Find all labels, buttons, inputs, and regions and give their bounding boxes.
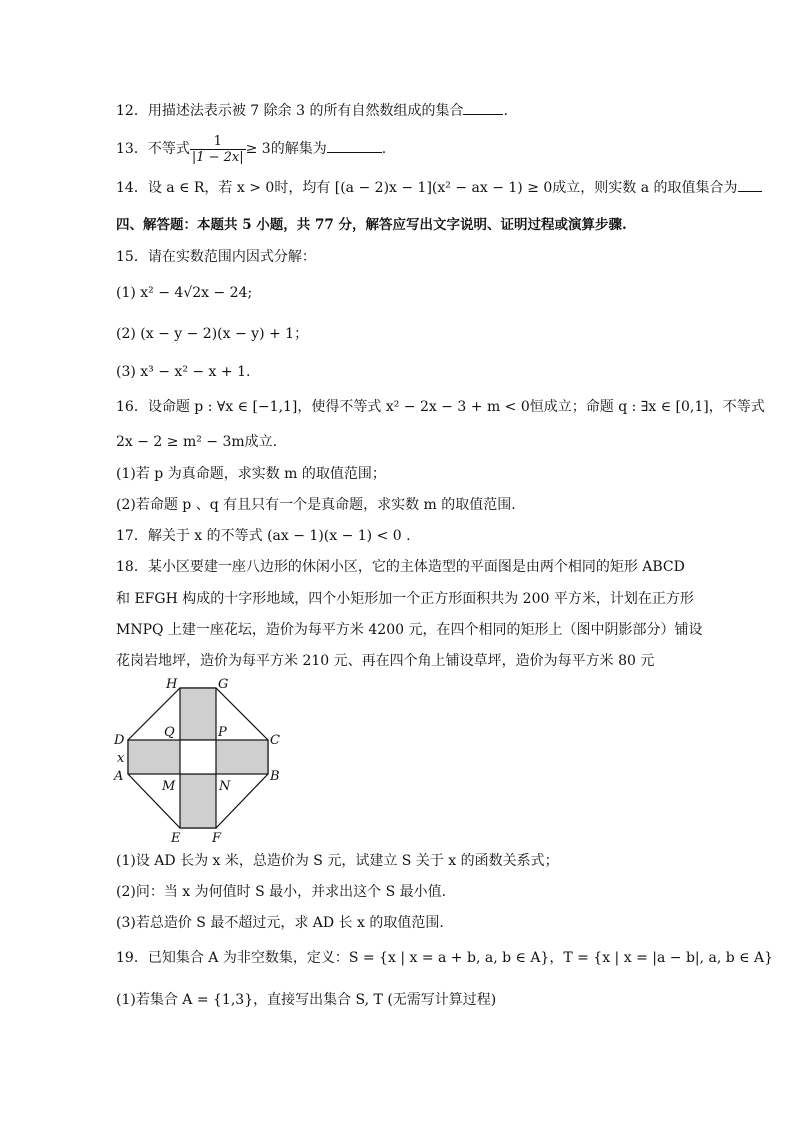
q15-part-1: (1) x² − 4√2x − 24; [116,285,253,301]
question-number: 14． [116,180,148,196]
question-18 [116,557,685,577]
q15-part-3: (3) x³ − x² − x + 1. [116,364,251,380]
octagon-cross-figure [108,676,288,846]
question-17 [116,526,411,546]
label-p: P [218,725,227,740]
question-number: 17． [116,528,148,544]
label-n: N [219,779,231,794]
label-x: x [117,751,125,766]
question-number: 15． [116,249,148,265]
answer-blank[interactable] [463,102,503,115]
q18-line-4: 花岗岩地坪，造价为每平方米 210 元、再在四个角上铺设草坪，造价为每平方米 80 元 [116,653,655,669]
question-15 [116,247,316,267]
question-13: 13．不等式 $\frac{1}{|1 - 2x|}$ ≥ 3的解集为 . [116,133,387,165]
answer-blank[interactable] [738,179,762,192]
q18-part-2: (2)问：当 x 为何值时 S 最小，并求出这个 S 最小值. [116,884,447,900]
label-g: G [218,677,229,692]
question-12: 12．用描述法表示被 7 除余 3 的所有自然数组成的集合 . [116,103,508,119]
label-q: Q [164,725,175,740]
question-text: 已知集合 A 为非空数集，定义：S = {x | x = a + b, a, b ∈ A}，T = {x | x = |a − b|, a, b ∈ A} [147,950,774,966]
label-e: E [171,831,181,846]
label-d: D [114,733,125,748]
q18-part-3: (3)若总造价 S 最不超过元，求 AD 长 x 的取值范围. [116,915,444,931]
question-text: 用描述法表示被 7 除余 3 的所有自然数组成的集合 [147,103,464,119]
q16-line-2: 2x − 2 ≥ m² − 3m成立. [116,434,278,450]
question-number: 12． [116,103,148,119]
answer-blank[interactable] [327,140,382,153]
section-heading: 四、解答题：本题共 5 小题，共 77 分，解答应写出文字说明、证明过程或演算步骤. [116,217,627,233]
label-b: B [270,769,280,784]
question-text: 设 a ∈ R，若 x > 0时，均有 [(a − 2)x − 1](x² − ax − 1) ≥ 0成立，则实数 a 的取值集合为 [147,180,738,196]
question-number: 19． [116,950,148,966]
q15-part-2: (2) (x − y − 2)(x − y) + 1； [116,326,309,342]
question-19 [116,948,773,968]
question-number: 18． [116,559,148,575]
fraction: $\frac{1}{|1 - 2x|}$ [191,133,244,165]
q18-line-2: 和 EFGH 构成的十字形地域，四个小矩形加一个正方形面积共为 200 平方米，计划在正方形 [116,591,694,607]
question-number: 16． [116,399,148,415]
question-16 [116,397,765,417]
q16-part-2: (2)若命题 p 、q 有且只有一个是真命题，求实数 m 的取值范围. [116,497,516,513]
question-14 [116,178,762,198]
q16-part-1: (1)若 p 为真命题，求实数 m 的取值范围； [116,466,386,482]
question-text: 解关于 x 的不等式 (ax − 1)(x − 1) < 0 . [147,528,411,544]
q18-part-1: (1)设 AD 长为 x 米，总造价为 S 元，试建立 S 关于 x 的函数关系式； [116,853,559,869]
label-c: C [270,733,280,748]
label-a: A [114,769,124,784]
label-h: H [166,677,178,692]
square-mnpq [180,740,216,774]
label-f: F [212,831,222,846]
q18-line-3: MNPQ 上建一座花坛，造价为每平方米 4200 元，在四个相同的矩形上（图中阴影部分）铺设 [116,622,703,638]
label-m: M [162,779,176,794]
question-text: 设命题 p : ∀x ∈ [−1,1]，使得不等式 x² − 2x − 3 + m < 0恒成立；命题 q : ∃x ∈ [0,1]，不等式 [147,399,765,415]
question-number: 13． [116,141,148,157]
question-text: 请在实数范围内因式分解： [147,249,316,265]
question-text: 某小区要建一座八边形的休闲小区，它的主体造型的平面图是由两个相同的矩形 ABCD [147,559,685,575]
q19-part-1: (1)若集合 A = {1,3}，直接写出集合 S, T (无需写计算过程) [116,992,497,1008]
